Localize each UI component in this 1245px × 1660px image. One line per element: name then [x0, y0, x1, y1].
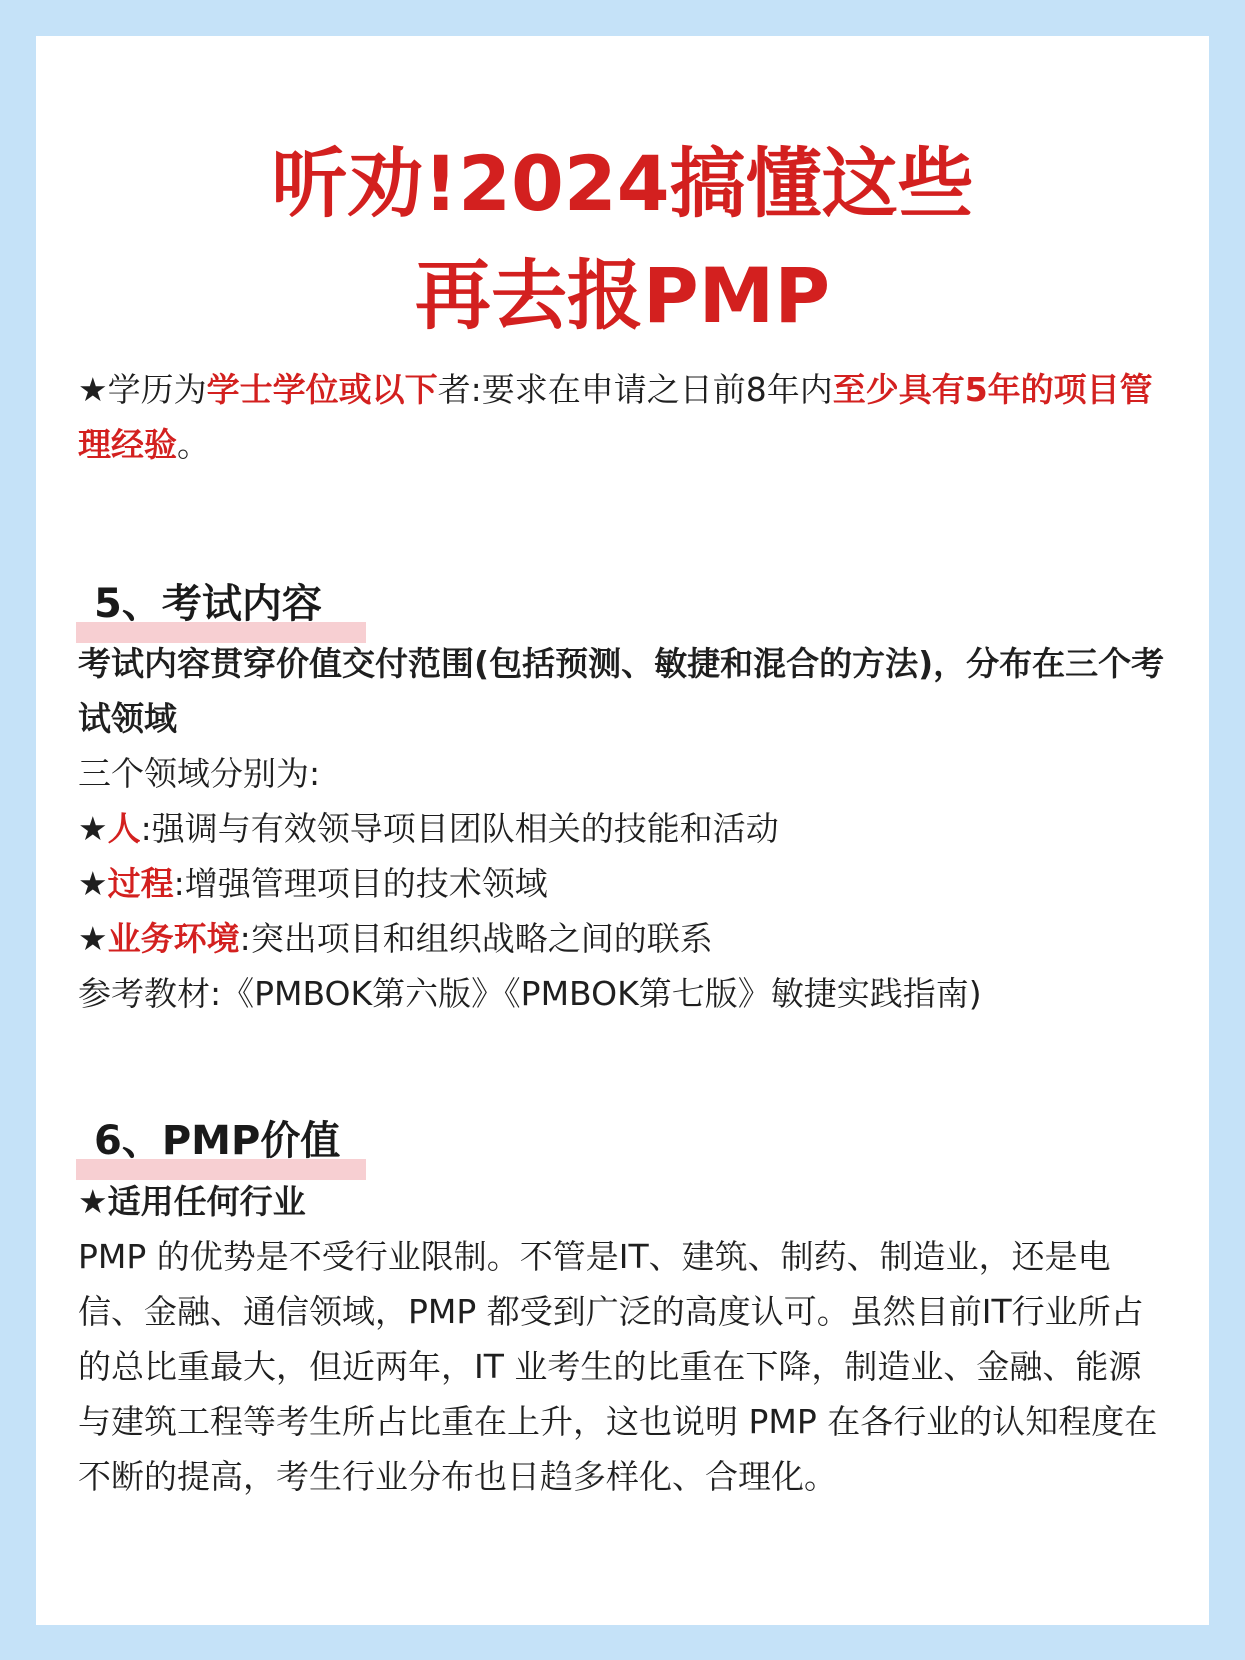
- exam-content-intro: 考试内容贯穿价值交付范围(包括预测、敏捷和混合的方法)，分布在三个考试领域: [78, 644, 1165, 738]
- exam-content-block: [78, 636, 1168, 1021]
- pmp-value-body: PMP 的优势是不受行业限制。不管是IT、建筑、制药、制造业，还是电信、金融、通信领域，PMP 都受到广泛的高度认可。虽然目前IT行业所占的总比重最大，但近两年，IT 业考生的比重在下降，制造业、金融、能源与建筑工程等考生所占比重在上升，这也说明 PMP 在各行业的认知程度在不断的提高，考生行业分布也日趋多样化、合理化。: [78, 1237, 1158, 1496]
- reference-books: 参考教材:《PMBOK第六版》《PMBOK第七版》敏捷实践指南): [78, 974, 982, 1013]
- pmp-value-subheading: ★适用任何行业: [78, 1182, 306, 1221]
- star-icon: ★: [78, 370, 108, 409]
- eligibility-highlight-experience: 至少具有5年的项目管理经验: [78, 370, 1153, 464]
- content-card: [36, 36, 1209, 1625]
- eligibility-text-3: 。: [177, 425, 210, 464]
- domain-item-people: [78, 801, 1168, 856]
- domain-name: 业务环境: [107, 919, 240, 958]
- domain-desc: :强调与有效领导项目团队相关的技能和活动: [140, 809, 779, 848]
- domain-desc: :增强管理项目的技术领域: [173, 864, 548, 903]
- star-icon: ★: [78, 864, 108, 903]
- star-icon: ★: [78, 809, 108, 848]
- eligibility-text-2: 者:要求在申请之日前8年内: [437, 370, 833, 409]
- pmp-value-block: [78, 1174, 1168, 1504]
- domain-desc: :突出项目和组织战略之间的联系: [239, 919, 713, 958]
- domain-item-business: [78, 911, 1168, 966]
- section-5-heading: [76, 573, 322, 643]
- section-6-heading-text: 6、PMP价值: [94, 1118, 341, 1164]
- eligibility-highlight-degree: 学士学位或以下: [206, 370, 438, 409]
- title-line-2: 再去报PMP: [414, 251, 831, 340]
- domains-intro: 三个领域分别为:: [78, 754, 321, 793]
- section-5-heading-text: 5、考试内容: [94, 581, 322, 627]
- section-6-heading: [76, 1110, 340, 1180]
- domain-name: 人: [107, 809, 141, 848]
- title-line-1: 听劝!2024搞懂这些: [271, 139, 974, 228]
- domain-name: 过程: [107, 864, 174, 903]
- eligibility-text-1: 学历为: [107, 370, 207, 409]
- domain-item-process: [78, 856, 1168, 911]
- star-icon: ★: [78, 919, 108, 958]
- eligibility-paragraph: [78, 362, 1168, 472]
- page-title: [36, 128, 1209, 352]
